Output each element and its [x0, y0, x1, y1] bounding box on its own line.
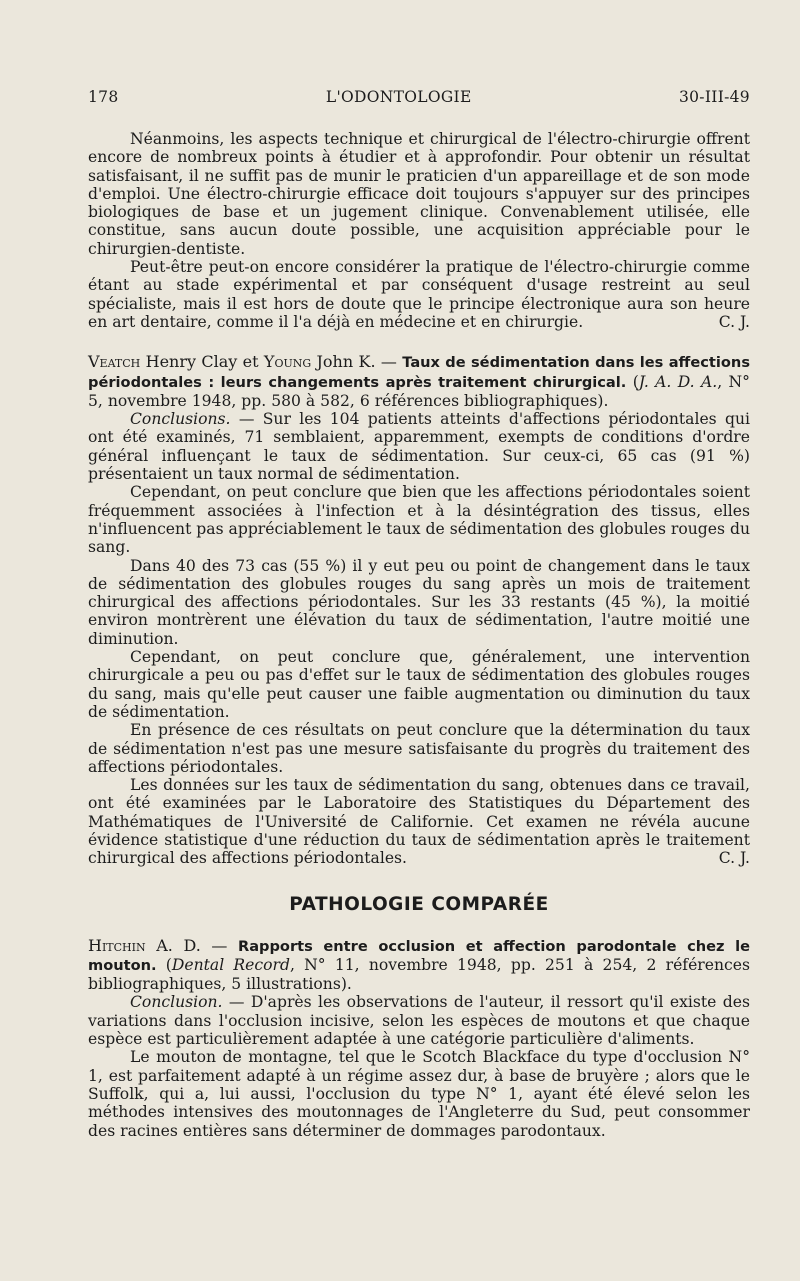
journal-name: Dental Record: [171, 955, 290, 974]
abstract-occlusion: [88, 937, 750, 1140]
abstract-sedimentation: [88, 353, 750, 867]
conclusions-label: Conclusions.: [130, 410, 231, 429]
paragraph: Néanmoins, les aspects technique et chirurgical de l'électro-chirurgie offrent encore de nombreux points à étudier et à approfondir. Pour obtenir un résultat satisfaisant, il ne suffit pas de munir le praticien d'un appareillage et de son mode d'emploi. Une électro-chirurgie efficace doit toujours s'appuyer sur des principes biologiques de base et un jugement clinique. Convenablement utilisée, elle constitue, sans aucun doute possible, une acquisition appréciable pour le chirurgien-dentiste.: [88, 130, 750, 258]
article-title: Taux de sédimentation dans les affections périodontales : leurs changements après traitement chirurgical.: [88, 354, 751, 391]
paragraph: Conclusions. — Sur les 104 patients atteints d'affections périodontales qui ont été examinés, 71 semblaient, apparemment, exempts de conditions d'ordre général influençant le taux de sédimentation. Sur ceux-ci, 65 cas (91 %) présentaient un taux normal de sédimentation.: [88, 410, 750, 484]
author-surname: Veatch: [88, 352, 141, 372]
paragraph: Cependant, on peut conclure que, généralement, une intervention chirurgicale a peu ou pas d'effet sur le taux de sédimentation des globules rouges du sang, mais qu'elle peut causer une faible augmentation ou diminution du taux de sédimentation.: [88, 648, 750, 721]
paragraph: Les données sur les taux de sédimentation du sang, obtenues dans ce travail, ont été examinées par le Laboratoire des Statistiques du Département des Mathématiques de l'Université de Californie. Cet examen ne révéla aucune évidence statistique d'une réduction du taux de sédimentation après le traitement chirurgical des affections périodontales. C. J.: [88, 776, 750, 868]
paragraph: En présence de ces résultats on peut conclure que la détermination du taux de sédimentation n'est pas une mesure satisfaisante du progrès du traitement des affections périodontales.: [88, 721, 750, 776]
paragraph: Conclusion. — D'après les observations de l'auteur, il ressort qu'il existe des variations dans l'occlusion incisive, selon les espèces de moutons et que chaque espèce est particulièrement adaptée à une catégorie particulière d'aliments.: [88, 993, 750, 1049]
section-heading: PATHOLOGIE COMPARÉE: [289, 893, 549, 915]
paragraph: Le mouton de montagne, tel que le Scotch Blackface du type d'occlusion N° 1, est parfaitement adapté à un régime assez dur, à base de bruyère ; alors que le Suffolk, qui a, lui aussi, l'occlusion du type N° 1, ayant été élevé selon les méthodes intensives des moutonnages de l'Angleterre du Sud, peut consommer des racines entières sans déterminer de dommages parodontaux.: [88, 1048, 750, 1140]
author-surname: Young: [263, 352, 312, 372]
reference-citation: Hitchin A. D. — Rapports entre occlusion et affection parodontale chez le mouton. (Dental Record, N° 11, novembre 1948, pp. 251 à 254, 2 références bibliographiques, 5 illustrations).: [88, 935, 751, 994]
author-initials: C. J.: [718, 849, 750, 868]
paragraph: Cependant, on peut conclure que bien que les affections périodontales soient fréquemment associées à l'infection et à la désintégration des tissus, elles n'influencent pas appréciablement le taux de sédimentation des globules rouges du sang.: [88, 483, 750, 557]
article-title: Rapports entre occlusion et affection parodontale chez le mouton.: [88, 937, 750, 974]
running-header: [88, 88, 750, 106]
page-number: 178: [88, 88, 119, 106]
author-initials: C. J.: [718, 312, 750, 331]
journal-title: L'ODONTOLOGIE: [325, 88, 472, 106]
journal-name: J. A. D. A.: [638, 372, 718, 391]
issue-date: 30-III-49: [678, 88, 750, 106]
conclusion-label: Conclusion.: [130, 993, 223, 1012]
article-electrosurgery-end: [88, 130, 750, 331]
reference-citation: Veatch Henry Clay et Young John K. — Taux de sédimentation dans les affections périodontales : leurs changements après traitement chirurgical. (J. A. D. A., N° 5, novembre 1948, pp. 580 à 582, 6 références bibliographiques).: [88, 352, 751, 410]
paragraph: Dans 40 des 73 cas (55 %) il y eut peu ou point de changement dans le taux de sédimentation des globules rouges du sang après un mois de traitement chirurgical des affections périodontales. Sur les 33 restants (45 %), la moitié environ montrèrent une élévation du taux de sédimentation, l'autre moitié une diminution.: [88, 556, 750, 648]
author-surname: Hitchin: [88, 935, 146, 955]
paragraph: Peut-être peut-on encore considérer la pratique de l'électro-chirurgie comme étant au stade expérimental et par conséquent d'usage restreint au seul spécialiste, mais il est hors de doute que le principe électronique aura son heure en art dentaire, comme il l'a déjà en médecine et en chirurgie. C. J.: [88, 258, 750, 331]
